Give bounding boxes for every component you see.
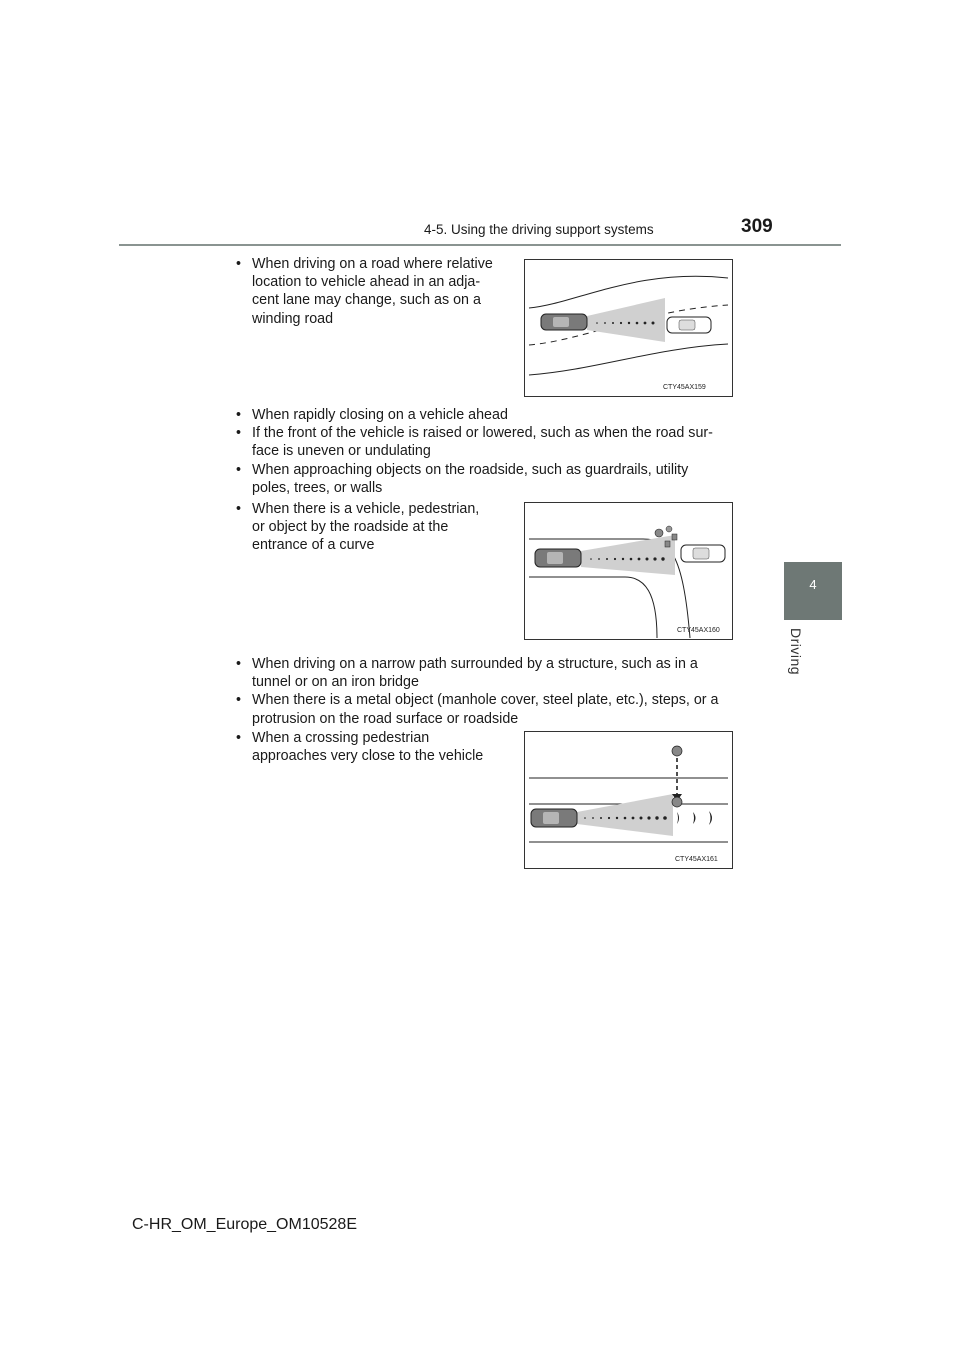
figure-code: CTY45AX161	[675, 856, 718, 863]
bullet-icon: •	[236, 461, 242, 478]
bullet-line: or object by the roadside at the	[252, 519, 449, 536]
bullet-icon: •	[236, 425, 242, 442]
bullet-line: winding road	[252, 310, 334, 327]
bullet-icon: •	[236, 656, 242, 672]
document-footer-id: C-HR_OM_Europe_OM10528E	[132, 1216, 357, 1233]
page-number: 309	[741, 216, 773, 237]
figure-curve-entrance	[524, 502, 733, 640]
figure-code: CTY45AX160	[677, 627, 720, 634]
bullet-item-winding-road	[236, 255, 504, 328]
bullet-line: When there is a vehicle, pedestrian,	[252, 501, 480, 517]
bullet-item-narrow-path	[236, 655, 744, 691]
bullet-item-crossing-pedestrian	[236, 729, 504, 765]
header-section-title: 4-5. Using the driving support systems	[424, 222, 654, 237]
bullet-icon: •	[236, 501, 242, 517]
figure-crossing-pedestrian	[524, 731, 733, 869]
bullet-line: When driving on a narrow path surrounded by a structure, such as in a	[252, 656, 698, 672]
bullet-line: entrance of a curve	[252, 537, 375, 554]
chapter-tab-label: Driving	[788, 628, 804, 676]
bullet-icon: •	[236, 407, 242, 423]
bullet-group-lower	[236, 655, 744, 728]
bullet-line: protrusion on the road surface or roadside	[252, 710, 519, 727]
bullet-item-curve-entrance	[236, 500, 504, 555]
bullet-line: poles, trees, or walls	[252, 479, 383, 496]
figure-code: CTY45AX159	[663, 384, 706, 391]
bullet-line: face is uneven or undulating	[252, 443, 431, 460]
bullet-line: cent lane may change, such as on a	[252, 292, 481, 309]
bullet-line: When there is a metal object (manhole cover, steel plate, etc.), steps, or a	[252, 692, 719, 709]
bullet-item-roadside-objects	[236, 461, 744, 497]
chapter-tab-number: 4	[809, 577, 817, 592]
figure-winding-road	[524, 259, 733, 397]
bullet-item-raised-front	[236, 424, 744, 460]
bullet-line: When a crossing pedestrian	[252, 730, 430, 746]
bullet-group-middle	[236, 406, 744, 497]
bullet-line: location to vehicle ahead in an adja-	[252, 274, 481, 291]
bullet-line: approaches very close to the vehicle	[252, 748, 484, 765]
bullet-icon: •	[236, 730, 242, 746]
bullet-line: When approaching objects on the roadside, such as guardrails, utility	[252, 461, 689, 478]
bullet-item-rapid-closing	[236, 406, 744, 424]
bullet-line: tunnel or on an iron bridge	[252, 674, 419, 691]
bullet-icon: •	[236, 256, 242, 272]
bullet-icon: •	[236, 692, 242, 709]
bullet-line: When rapidly closing on a vehicle ahead	[252, 407, 508, 423]
bullet-line: If the front of the vehicle is raised or lowered, such as when the road sur-	[252, 425, 713, 442]
bullet-item-metal-object	[236, 691, 744, 727]
bullet-line: When driving on a road where relative	[252, 256, 493, 272]
header-rule	[119, 244, 841, 246]
